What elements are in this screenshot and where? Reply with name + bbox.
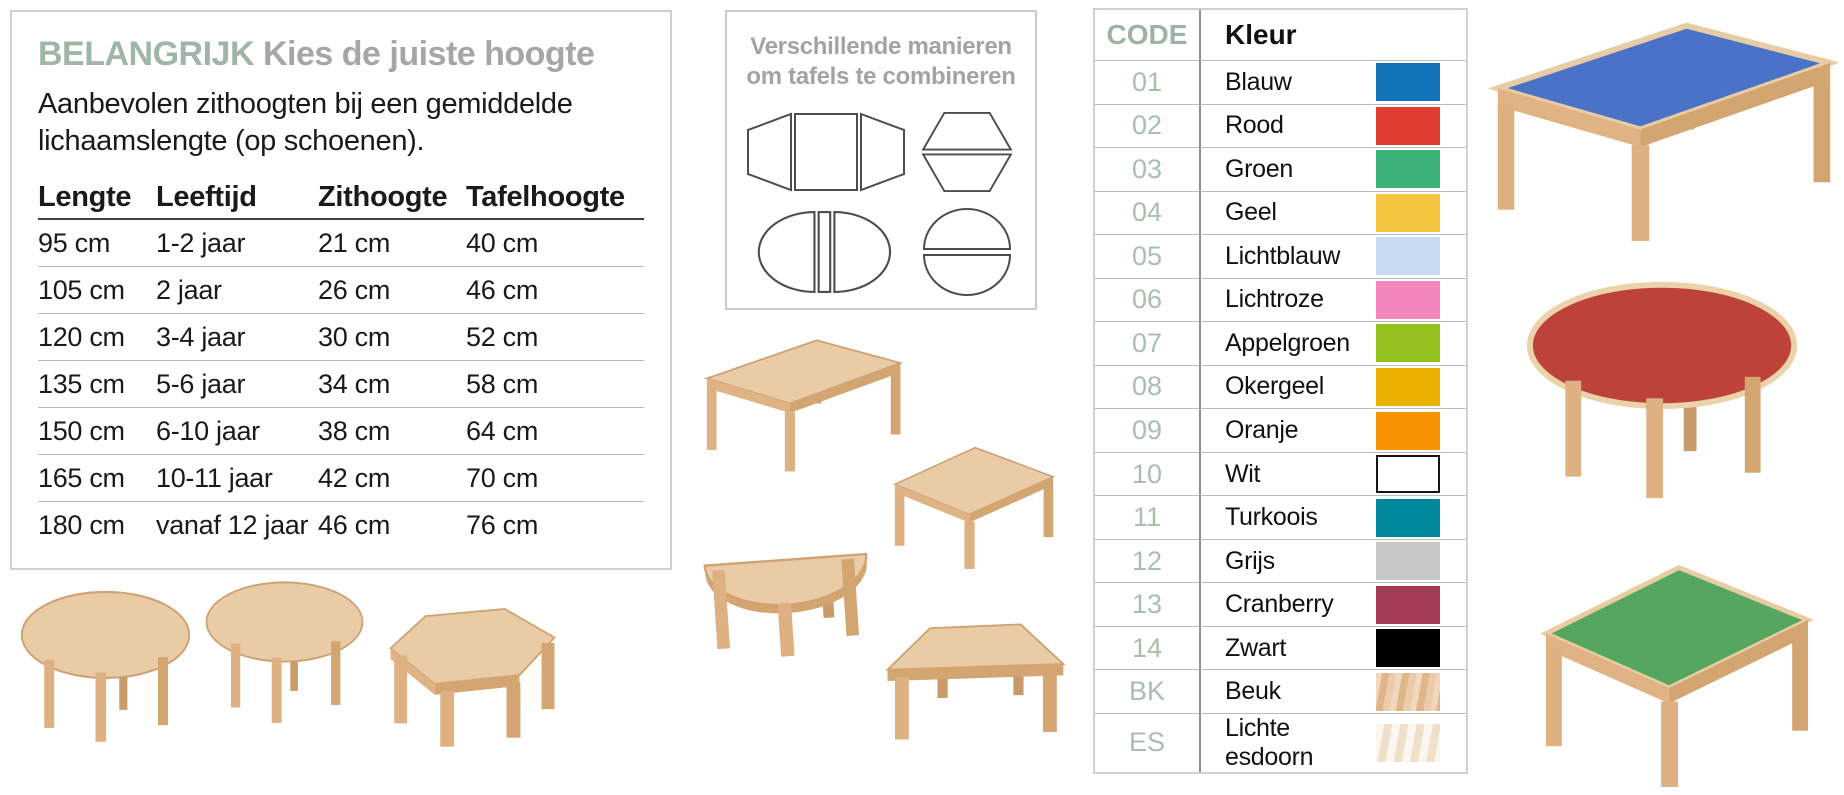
color-swatch	[1376, 368, 1440, 406]
color-row	[1095, 452, 1466, 496]
color-swatch	[1376, 629, 1440, 667]
color-name-cell	[1199, 365, 1466, 409]
table-cell: 70 cm	[466, 462, 539, 493]
color-name-cell	[1199, 713, 1466, 772]
color-name-cell	[1199, 452, 1466, 496]
color-name: Wit	[1225, 459, 1261, 488]
table-row	[38, 501, 644, 548]
color-name-cell	[1199, 626, 1466, 670]
color-row	[1095, 278, 1466, 322]
photo-square-table-green	[1538, 550, 1816, 788]
color-code: 06	[1095, 278, 1199, 322]
color-name-cell	[1199, 539, 1466, 583]
photo-trapezoid-table-beech	[882, 615, 1067, 747]
table-cell: 105 cm	[38, 274, 125, 305]
color-row	[1095, 365, 1466, 409]
table-cell: 2 jaar	[156, 274, 222, 305]
table-cell: 42 cm	[318, 462, 391, 493]
column-header-leeftijd: Leeftijd	[156, 180, 257, 213]
color-swatch	[1376, 724, 1440, 762]
color-swatch	[1376, 107, 1440, 145]
color-name: Turkoois	[1225, 503, 1318, 532]
table-cell: 3-4 jaar	[156, 321, 246, 352]
table-cell: 180 cm	[38, 509, 125, 540]
photo-round-table-beech-1	[18, 585, 193, 748]
column-header-tafelhoogte: Tafelhoogte	[466, 180, 625, 213]
color-code: 05	[1095, 234, 1199, 278]
color-code: 08	[1095, 365, 1199, 409]
color-name-cell	[1199, 321, 1466, 365]
color-name-cell	[1199, 60, 1466, 104]
color-row	[1095, 495, 1466, 539]
color-name: Okergeel	[1225, 372, 1325, 401]
color-swatch	[1376, 412, 1440, 450]
color-swatch	[1376, 324, 1440, 362]
color-name-cell	[1199, 104, 1466, 148]
table-cell: 26 cm	[318, 274, 391, 305]
color-code-table	[1093, 8, 1468, 774]
panel-title	[38, 34, 644, 74]
color-code: 13	[1095, 582, 1199, 626]
color-row	[1095, 408, 1466, 452]
panel-subtitle: Aanbevolen zithoogten bij een gemiddelde lichaamslengte (op schoenen).	[38, 88, 573, 157]
color-name: Blauw	[1225, 67, 1292, 96]
color-row	[1095, 713, 1466, 772]
table-cell: 135 cm	[38, 368, 125, 399]
color-name: Groen	[1225, 154, 1293, 183]
combine-title-line2: om tafels te combineren	[746, 63, 1016, 90]
table-row	[38, 266, 644, 313]
color-name: Lichtroze	[1225, 285, 1324, 314]
height-advice-panel	[10, 10, 672, 570]
color-code: 12	[1095, 539, 1199, 583]
height-table-header	[38, 176, 644, 220]
table-row	[38, 313, 644, 360]
table-cell: 165 cm	[38, 462, 125, 493]
color-swatch	[1376, 63, 1440, 101]
column-header-lengte: Lengte	[38, 180, 132, 213]
color-swatch	[1376, 194, 1440, 232]
photo-square-table-beech	[890, 438, 1058, 570]
column-header-zithoogte: Zithoogte	[318, 180, 448, 213]
color-code: 10	[1095, 452, 1199, 496]
color-swatch	[1376, 673, 1440, 711]
photo-hexagonal-table-beech	[385, 600, 560, 752]
color-name: Beuk	[1225, 677, 1281, 706]
color-swatch	[1376, 150, 1440, 188]
diagram-trapezoid-square-trapezoid	[746, 110, 906, 194]
color-name-cell	[1199, 582, 1466, 626]
combine-diagrams	[737, 106, 1025, 298]
color-swatch	[1376, 237, 1440, 275]
color-name: Zwart	[1225, 633, 1287, 662]
table-cell: 6-10 jaar	[156, 415, 260, 446]
table-cell: 30 cm	[318, 321, 391, 352]
table-cell: 10-11 jaar	[156, 462, 273, 493]
color-swatch	[1376, 586, 1440, 624]
table-cell: 38 cm	[318, 415, 391, 446]
combine-title	[737, 32, 1025, 92]
color-name-cell	[1199, 278, 1466, 322]
color-name: Lichtblauw	[1225, 241, 1341, 270]
color-name: Cranberry	[1225, 590, 1334, 619]
color-swatch	[1376, 542, 1440, 580]
table-cell: 150 cm	[38, 415, 125, 446]
color-code: 11	[1095, 495, 1199, 539]
table-cell: 58 cm	[466, 368, 539, 399]
table-cell: vanaf 12 jaar	[156, 509, 309, 540]
table-row	[38, 454, 644, 501]
color-code: 01	[1095, 60, 1199, 104]
color-name-cell	[1199, 191, 1466, 235]
combine-panel	[725, 10, 1037, 310]
table-cell: 5-6 jaar	[156, 368, 246, 399]
column-header-code: CODE	[1106, 19, 1188, 50]
color-code: BK	[1095, 669, 1199, 713]
table-cell: 1-2 jaar	[156, 227, 246, 258]
combine-title-line1: Verschillende manieren	[750, 33, 1012, 60]
color-swatch	[1376, 281, 1440, 319]
color-code: 04	[1095, 191, 1199, 235]
height-table	[38, 176, 644, 548]
color-name: Lichte esdoorn	[1225, 713, 1314, 771]
photo-round-table-red	[1524, 275, 1800, 505]
table-cell: 46 cm	[466, 274, 539, 305]
color-name: Geel	[1225, 198, 1277, 227]
color-name-cell	[1199, 234, 1466, 278]
table-row	[38, 360, 644, 407]
color-row	[1095, 60, 1466, 104]
color-name: Grijs	[1225, 546, 1275, 575]
table-cell: 76 cm	[466, 509, 539, 540]
color-code: 14	[1095, 626, 1199, 670]
color-row	[1095, 539, 1466, 583]
table-cell: 21 cm	[318, 227, 391, 258]
photo-round-table-beech-2	[203, 576, 366, 726]
table-cell: 52 cm	[466, 321, 539, 352]
color-row	[1095, 191, 1466, 235]
color-row	[1095, 669, 1466, 713]
color-row	[1095, 147, 1466, 191]
color-code: 09	[1095, 408, 1199, 452]
photo-rectangular-table-beech	[700, 332, 905, 472]
color-row	[1095, 321, 1466, 365]
diagram-hexagon-two-trapezoids	[921, 111, 1013, 193]
color-name-cell	[1199, 495, 1466, 539]
color-table-body	[1095, 60, 1466, 772]
color-code: 03	[1095, 147, 1199, 191]
column-header-kleur: Kleur	[1199, 10, 1466, 60]
table-row	[38, 220, 644, 266]
color-table-header	[1095, 10, 1466, 60]
panel-title-highlight: BELANGRIJK	[38, 35, 255, 73]
diagram-oval-combination	[756, 210, 896, 294]
table-cell: 120 cm	[38, 321, 125, 352]
height-table-body	[38, 220, 644, 548]
color-swatch	[1376, 499, 1440, 537]
diagram-circle-two-halfrounds	[922, 207, 1012, 297]
panel-title-rest: Kies de juiste hoogte	[262, 35, 595, 73]
photo-half-round-table-beech	[697, 513, 877, 658]
color-name: Rood	[1225, 111, 1284, 140]
color-row	[1095, 104, 1466, 148]
color-name: Oranje	[1225, 416, 1299, 445]
table-row	[38, 407, 644, 454]
table-cell: 40 cm	[466, 227, 539, 258]
color-code: 02	[1095, 104, 1199, 148]
color-name-cell	[1199, 147, 1466, 191]
color-row	[1095, 626, 1466, 670]
table-cell: 46 cm	[318, 509, 391, 540]
color-row	[1095, 234, 1466, 278]
color-code: 07	[1095, 321, 1199, 365]
table-cell: 64 cm	[466, 415, 539, 446]
photo-rectangular-table-blue	[1486, 12, 1838, 242]
color-name: Appelgroen	[1225, 328, 1350, 357]
color-name-cell	[1199, 669, 1466, 713]
table-cell: 95 cm	[38, 227, 111, 258]
color-swatch	[1376, 455, 1440, 493]
color-row	[1095, 582, 1466, 626]
color-name-cell	[1199, 408, 1466, 452]
color-code: ES	[1095, 713, 1199, 772]
table-cell: 34 cm	[318, 368, 391, 399]
